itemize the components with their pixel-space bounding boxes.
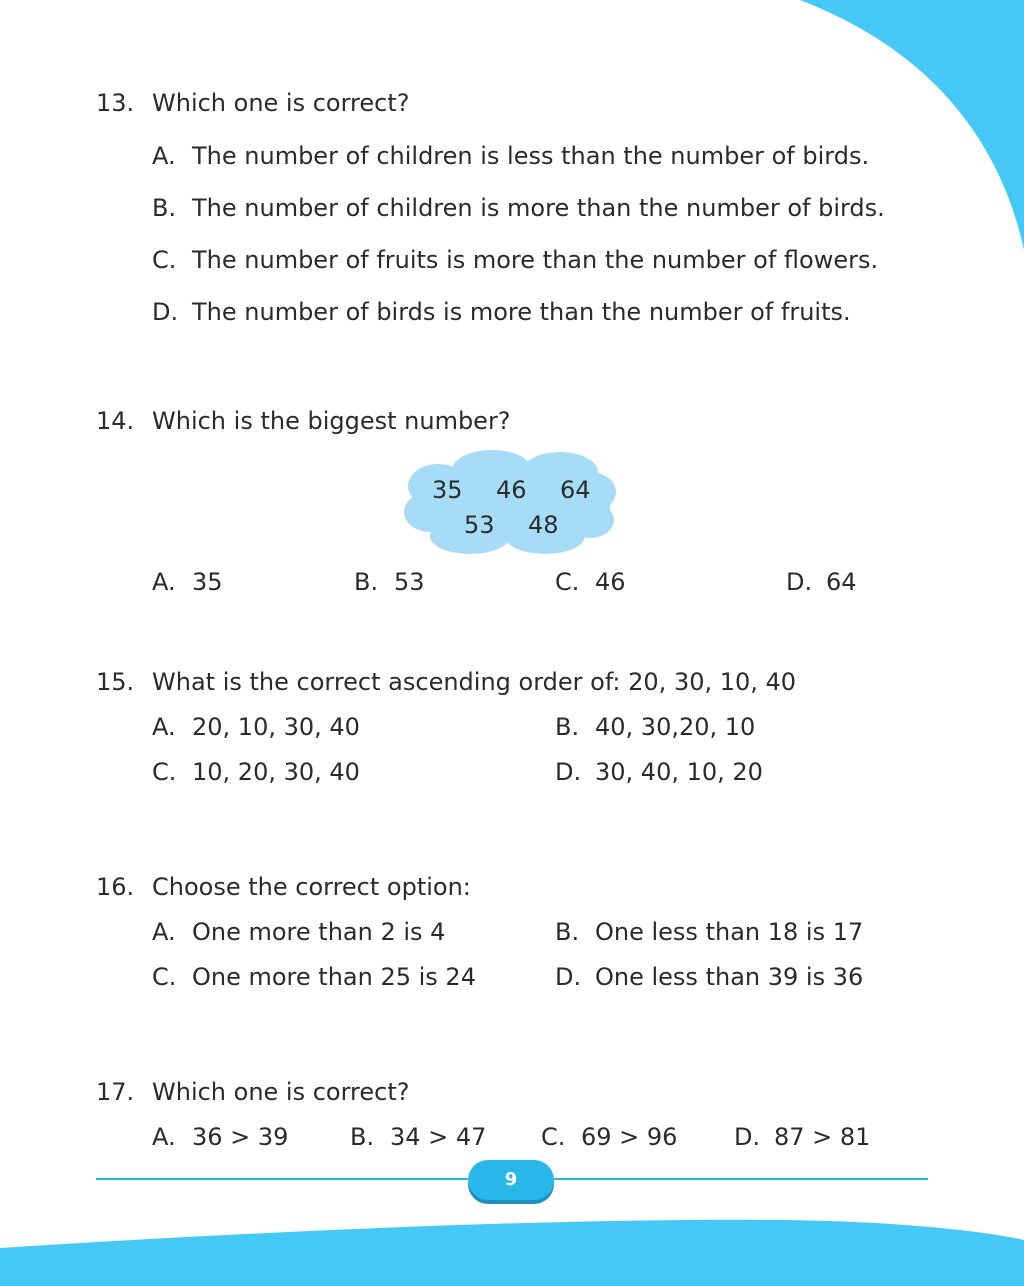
option-text: 46 [595,568,626,596]
option-text: The number of birds is more than the number of fruits. [192,298,851,326]
option-13-b[interactable] [152,193,885,223]
question-number: 17. [96,1078,135,1106]
option-17-c[interactable] [541,1122,677,1152]
option-14-c[interactable] [555,567,626,597]
option-letter: D. [734,1123,761,1151]
page-number-badge: 9 [468,1160,554,1200]
option-13-d[interactable] [152,297,851,327]
option-15-c[interactable] [152,757,360,787]
footer-rule-left [96,1178,468,1180]
option-letter: B. [350,1123,375,1151]
option-17-b[interactable] [350,1122,486,1152]
question-number: 16. [96,873,135,901]
question-text: Which one is correct? [152,1078,410,1106]
option-letter: C. [152,246,177,274]
option-text: 53 [394,568,425,596]
option-text: 30, 40, 10, 20 [595,758,763,786]
option-text: 64 [826,568,857,596]
option-text: 10, 20, 30, 40 [192,758,360,786]
option-16-d[interactable] [555,962,863,992]
option-letter: A. [152,568,176,596]
option-16-b[interactable] [555,917,863,947]
option-letter: B. [555,918,580,946]
option-letter: C. [541,1123,566,1151]
option-text: One more than 25 is 24 [192,963,476,991]
cloud-number: 64 [560,476,591,504]
bottom-wave [0,1220,1024,1286]
option-14-b[interactable] [354,567,425,597]
question-text: Choose the correct option: [152,873,471,901]
option-text: The number of fruits is more than the number of flowers. [192,246,879,274]
option-letter: A. [152,142,176,170]
option-16-a[interactable] [152,917,445,947]
option-letter: A. [152,918,176,946]
option-text: The number of children is more than the number of birds. [192,194,885,222]
option-16-c[interactable] [152,962,476,992]
option-letter: A. [152,1123,176,1151]
option-text: 69 > 96 [581,1123,678,1151]
option-letter: D. [152,298,179,326]
option-text: 36 > 39 [192,1123,289,1151]
question-text: What is the correct ascending order of: 20, 30, 10, 40 [152,668,797,696]
option-text: One less than 18 is 17 [595,918,864,946]
option-letter: B. [555,713,580,741]
option-text: 40, 30,20, 10 [595,713,756,741]
option-15-d[interactable] [555,757,763,787]
option-17-d[interactable] [734,1122,870,1152]
option-text: 20, 10, 30, 40 [192,713,360,741]
option-letter: C. [152,758,177,786]
cloud-number: 35 [432,476,463,504]
option-letter: A. [152,713,176,741]
option-text: 35 [192,568,223,596]
option-13-a[interactable] [152,141,869,171]
option-text: 34 > 47 [390,1123,487,1151]
option-letter: D. [555,758,582,786]
option-text: One more than 2 is 4 [192,918,446,946]
cloud-number: 53 [464,511,495,539]
option-14-a[interactable] [152,567,223,597]
footer-rule-right [554,1178,928,1180]
question-number: 15. [96,668,135,696]
option-17-a[interactable] [152,1122,288,1152]
question-text: Which one is correct? [152,89,410,117]
question-number: 13. [96,89,135,117]
option-15-a[interactable] [152,712,360,742]
question-text: Which is the biggest number? [152,407,511,435]
question-number: 14. [96,407,135,435]
option-letter: B. [152,194,177,222]
option-letter: C. [152,963,177,991]
option-text: One less than 39 is 36 [595,963,864,991]
option-15-b[interactable] [555,712,755,742]
option-text: 87 > 81 [774,1123,871,1151]
cloud-number: 46 [496,476,527,504]
option-letter: D. [555,963,582,991]
cloud-number: 48 [528,511,559,539]
option-14-d[interactable] [786,567,857,597]
option-13-c[interactable] [152,245,878,275]
option-letter: B. [354,568,379,596]
option-letter: D. [786,568,813,596]
option-letter: C. [555,568,580,596]
option-text: The number of children is less than the number of birds. [192,142,870,170]
